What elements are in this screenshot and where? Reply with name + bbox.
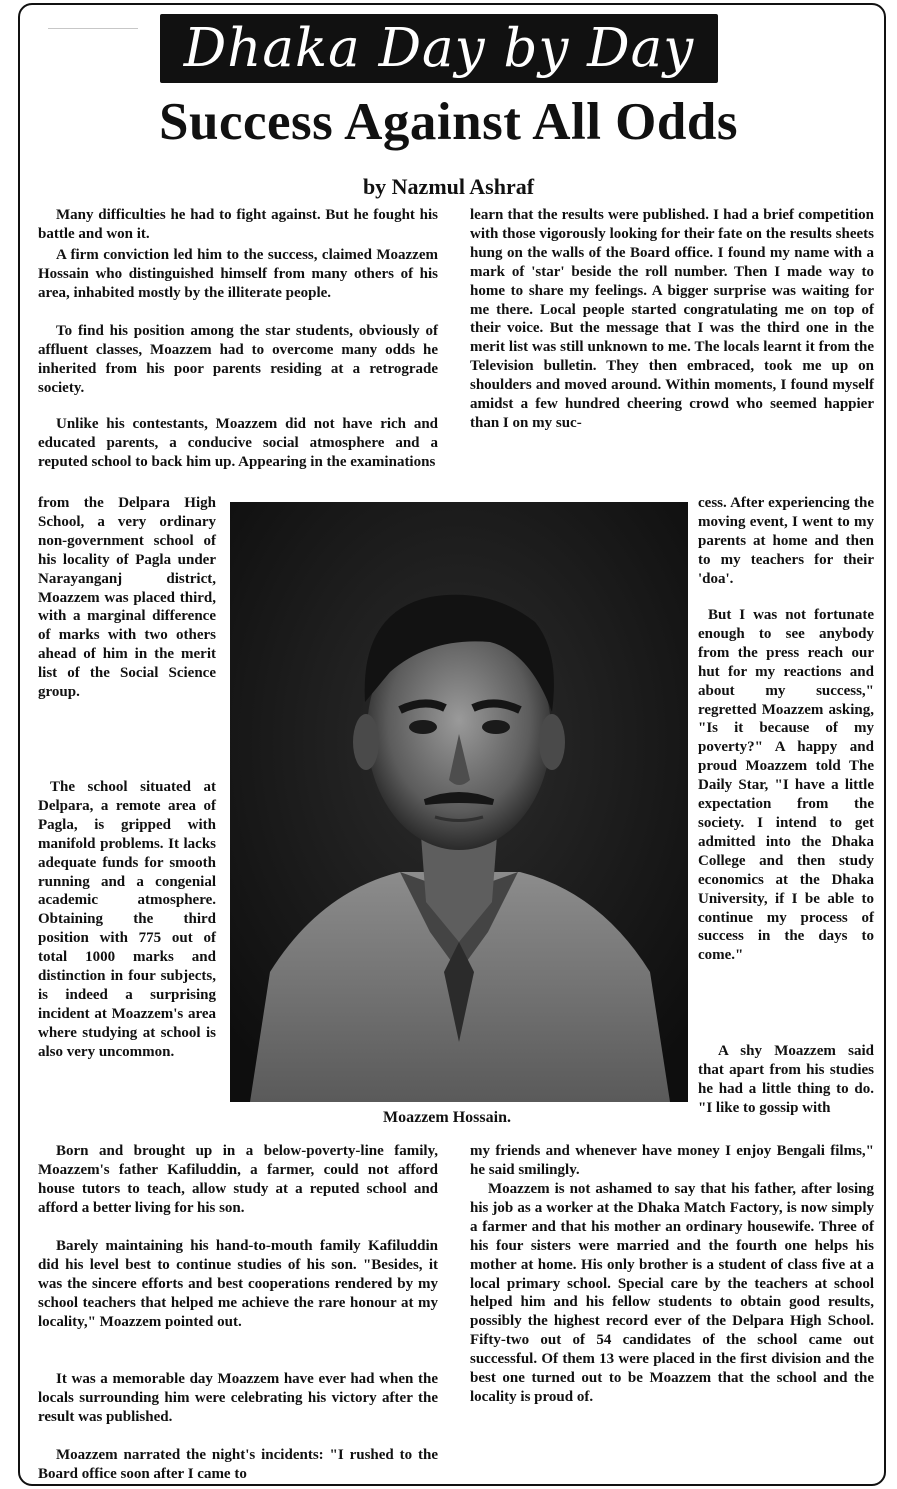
- paragraph-1: Many difficulties he had to fight against. But he fought his battle and won it.: [38, 207, 438, 242]
- paragraph-10: Moazzem narrated the night's incidents: "I rushed to the Board office soon after I came to: [38, 1447, 438, 1482]
- paragraph-4: Unlike his contestants, Moazzem did not have rich and educated parents, a conducive social atmosphere and a reputed school to back him up. Appearing in the examinations: [38, 416, 438, 470]
- paragraph-3: To find his position among the star students, obviously of affluent classes, Moazzem had to overcome many odds he inherited from his poor parents residing at a retrograde society.: [38, 323, 438, 396]
- print-mark: [48, 28, 138, 49]
- section-banner: [160, 14, 718, 83]
- paragraph-6: The school situated at Delpara, a remote area of Pagla, is gripped with manifold problems. It lacks adequate funds for smooth running and a congenial academic atmosphere. Obtaining the third position with 775 out of total 1000 marks and distinction in four subjects, is indeed a surprising incident at Moazzem's area where studying at school is also very uncommon.: [38, 779, 216, 1060]
- portrait-photo: [230, 502, 688, 1102]
- paragraph-16: Moazzem is not ashamed to say that his father, after losing his job as a worker at the Dhaka Match Factory, is now simply a farmer and that his mother an ordinary housewife. Three of his four sisters were married and the fourth one helps his mother at home. His only brother is a student of class five at a local primary school. Special care by the teachers at school helped him and his fellow students to obtain good results, possibly the highest record ever of the Delpara High School. Fifty-two out of 54 candidates of the school came out successful. Of them 13 were placed in the first division and the best one turned out to be Moazzem that the school and the locality is proud of.: [470, 1181, 874, 1405]
- paragraph-7: Born and brought up in a below-poverty-line family, Moazzem's father Kafiluddin, a farmer, could not afford house tutors to teach, allow study at a reputed school and afford a better living for his son.: [38, 1143, 438, 1216]
- paragraph-5: from the Delpara High School, a very ordinary non-government school of his locality of Pagla under Narayanganj district, Moazzem was placed third, with a marginal difference of marks with two others ahead of him in the merit list of the Social Science group.: [38, 495, 216, 701]
- paragraph-13: But I was not fortunate enough to see anybody from the press reach our hut for my reactions and about my success," regretted Moazzem asking, "Is it because of my poverty?" A happy and proud Moazzem told The Daily Star, "I have a little expectation from the society. I intend to get admitted into the Dhaka College and then study economics at the Dhaka University, if I be able to continue my process of success in the days to come.": [698, 607, 874, 964]
- section-title: Dhaka Day by Day: [183, 18, 695, 79]
- portrait-illustration: [230, 502, 688, 1102]
- photo-caption: Moazzem Hossain.: [383, 1109, 511, 1126]
- byline: by Nazmul Ashraf: [362, 174, 535, 199]
- paragraph-9: It was a memorable day Moazzem have ever had when the locals surrounding him were celebrating his victory after the result was published.: [38, 1371, 438, 1425]
- paragraph-15: my friends and whenever have money I enjoy Bengali films," he said smilingly.: [470, 1143, 874, 1178]
- paragraph-14: A shy Moazzem said that apart from his studies he had a little thing to do. "I like to gossip with: [698, 1043, 874, 1116]
- paragraph-12: cess. After experiencing the moving event, I went to my parents at home and then to my teachers for their 'doa'.: [698, 495, 874, 587]
- headline: Success Against All Odds: [159, 93, 738, 151]
- paragraph-8: Barely maintaining his hand-to-mouth family Kafiluddin did his level best to continue studies of his son. "Besides, it was the sincere efforts and best cooperations rendered by my school teachers that helped me achieve the rare honour at my locality," Moazzem pointed out.: [38, 1238, 438, 1330]
- paragraph-2: A firm conviction led him to the success, claimed Moazzem Hossain who distinguished himself from many others of his area, inhabited mostly by the illiterate people.: [38, 247, 438, 301]
- paragraph-11: learn that the results were published. I had a brief competition with those vigorously looking for their fate on the results sheets hung on the walls of the Board office. I found my name with a mark of 'star' beside the roll number. Then I made way to home to share my feelings. A bigger surprise was waiting for me there. Local people started congratulating me on top of their voice. But the message that I was the third one in the merit list was still unknown to me. The locals learnt it from the Television bulletin. They then embraced, took me up on shoulders and moved around. Within moments, I found myself amidst a few hundred cheering crowd who seemed happier than I on my suc-: [470, 207, 874, 431]
